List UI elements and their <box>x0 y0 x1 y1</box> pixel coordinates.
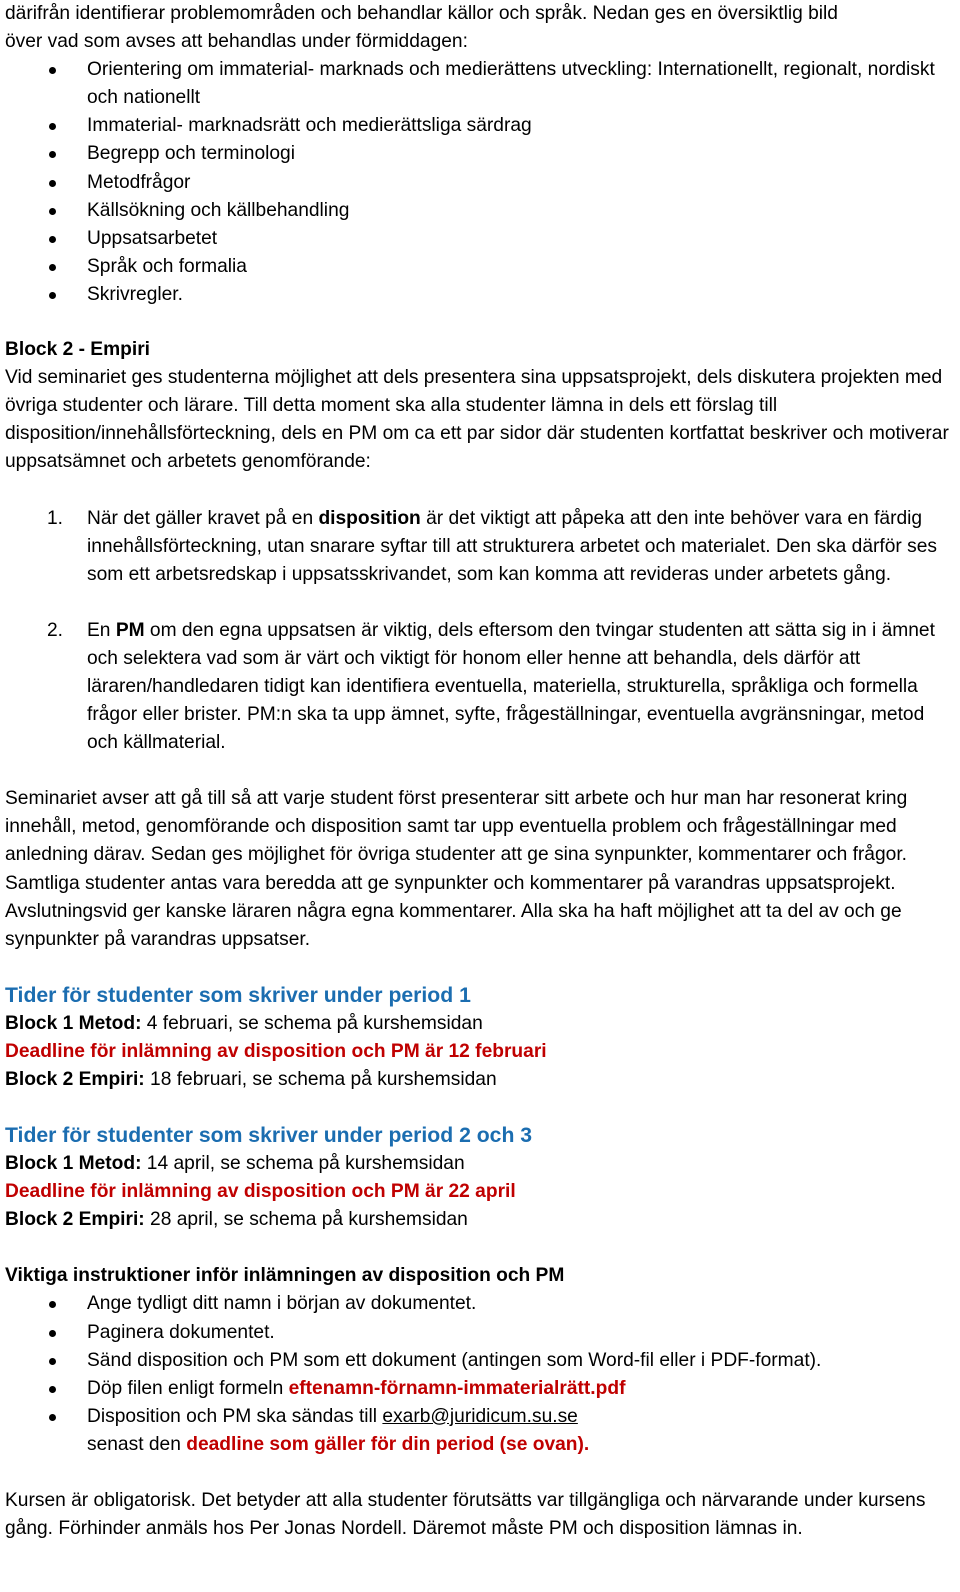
list-item: Disposition och PM ska sändas till exarb@juridicum.su.se senast den deadline som gäller för din period (se ovan). <box>5 1403 955 1459</box>
list-item: Språk och formalia <box>5 253 955 281</box>
list-item: Skrivregler. <box>5 281 955 309</box>
topics-list <box>5 56 955 309</box>
list-item: 2. En PM om den egna uppsatsen är viktig, dels eftersom den tvingar studenten att sätta sig in i ämnet och selektera vad som är värt och viktigt för honom eller henne att behandla, dels därför att läraren/handledaren tidigt kan identifiera eventuella, materiella, strukturella, språkliga och formella frågor eller brister. PM:n ska ta upp ämnet, syfte, frågeställningar, eventuella avgränsningar, metod och källmaterial. <box>5 617 955 757</box>
list-item: Uppsatsarbetet <box>5 225 955 253</box>
block2-heading: Block 2 - Empiri <box>5 339 151 361</box>
list-number: 1. <box>47 507 64 529</box>
list-number: 2. <box>47 619 64 641</box>
filename-format: eftenamn-förnamn-immaterialrätt.pdf <box>288 1377 626 1399</box>
list-item: Sänd disposition och PM som ett dokument (antingen som Word-fil eller i PDF-format). <box>5 1347 955 1375</box>
period23-block1: Block 1 Metod: 14 april, se schema på kurshemsidan <box>5 1153 465 1175</box>
bullet-icon <box>49 1386 56 1393</box>
seminar-paragraph: Seminariet avser att gå till så att varje student först presenterar sitt arbete och hur man har resonerat kring innehåll, metod, genomförande och disposition samt tar upp eventuella problem och frågeställningar med anledning därav. Sedan ges möjlighet för övriga studenter att ge sina synpunkter, kommentarer och frågor. Samtliga studenter antas vara beredda att ge synpunkter och kommentarer på varandras uppsatsprojekt. Avslutningsvid ger kanske läraren några egna kommentarer. Alla ska ha haft möjlighet att ta del av och ge synpunkter på varandras uppsatser. <box>5 788 908 950</box>
deadline-note: deadline som gäller för din period (se ovan). <box>186 1433 590 1455</box>
list-item: Ange tydligt ditt namn i början av dokumentet. <box>5 1290 955 1318</box>
bullet-icon <box>49 1330 56 1337</box>
list-item: Immaterial- marknadsrätt och medierättsliga särdrag <box>5 112 955 140</box>
bullet-icon <box>49 67 56 74</box>
period1-deadline: Deadline för inlämning av disposition och PM är 12 februari <box>5 1040 547 1062</box>
list-item: Källsökning och källbehandling <box>5 197 955 225</box>
email-link[interactable]: exarb@juridicum.su.se <box>382 1405 578 1427</box>
bullet-icon <box>49 180 56 187</box>
list-item: Döp filen enligt formeln eftenamn-förnamn-immaterialrätt.pdf <box>5 1375 955 1403</box>
requirements-list <box>5 505 955 758</box>
period23-block2: Block 2 Empiri: 28 april, se schema på kurshemsidan <box>5 1209 468 1231</box>
period1-block1: Block 1 Metod: 4 februari, se schema på kurshemsidan <box>5 1012 483 1034</box>
document-page <box>5 0 955 1543</box>
bullet-icon <box>49 236 56 243</box>
bullet-icon <box>49 1358 56 1365</box>
list-item: Metodfrågor <box>5 169 955 197</box>
period23-heading: Tider för studenter som skriver under period 2 och 3 <box>5 1124 533 1148</box>
intro-line-1: därifrån identifierar problemområden och behandlar källor och språk. Nedan ges en översiktlig bild <box>5 3 838 24</box>
period23-deadline: Deadline för inlämning av disposition och PM är 22 april <box>5 1181 516 1203</box>
bullet-icon <box>49 1414 56 1421</box>
list-item: Begrepp och terminologi <box>5 140 955 168</box>
bullet-icon <box>49 123 56 130</box>
block2-paragraph: Vid seminariet ges studenterna möjlighet att dels presentera sina uppsatsprojekt, dels diskutera projekten med övriga studenter och lärare. Till detta moment ska alla studenter lämna in dels ett förslag till disposition/innehållsförteckning, dels en PM om ca ett par sidor där studenten kortfattat beskriver och motiverar uppsatsämnet och arbetets genomförande: <box>5 367 949 473</box>
pm-term: PM <box>115 619 145 641</box>
bullet-icon <box>49 208 56 215</box>
instructions-heading: Viktiga instruktioner inför inlämningen av disposition och PM <box>5 1265 565 1287</box>
closing-paragraph: Kursen är obligatorisk. Det betyder att alla studenter förutsätts var tillgängliga och närvarande under kursens gång. Förhinder anmäls hos Per Jonas Nordell. Däremot måste PM och disposition lämnas in. <box>5 1490 926 1540</box>
bullet-icon <box>49 264 56 271</box>
disposition-term: disposition <box>318 507 421 529</box>
bullet-icon <box>49 292 56 299</box>
intro-line-2: över vad som avses att behandlas under förmiddagen: <box>5 31 468 53</box>
period1-heading: Tider för studenter som skriver under period 1 <box>5 983 471 1007</box>
bullet-icon <box>49 1301 56 1308</box>
period1-block2: Block 2 Empiri: 18 februari, se schema på kurshemsidan <box>5 1069 497 1090</box>
bullet-icon <box>49 151 56 158</box>
instructions-list <box>5 1290 955 1459</box>
list-item: Orientering om immaterial- marknads och medierättens utveckling: Internationellt, regionalt, nordiskt och nationellt <box>5 56 955 112</box>
list-item: Paginera dokumentet. <box>5 1319 955 1347</box>
list-item: 1. När det gäller kravet på en disposition är det viktigt att påpeka att den inte behöver vara en färdig innehållsförteckning, utan snarare syftar till att strukturera arbetet och materialet. Den ska därför ses som ett arbetsredskap i uppsatsskrivandet, som kan komma att revideras under arbetets gång. <box>5 505 955 589</box>
